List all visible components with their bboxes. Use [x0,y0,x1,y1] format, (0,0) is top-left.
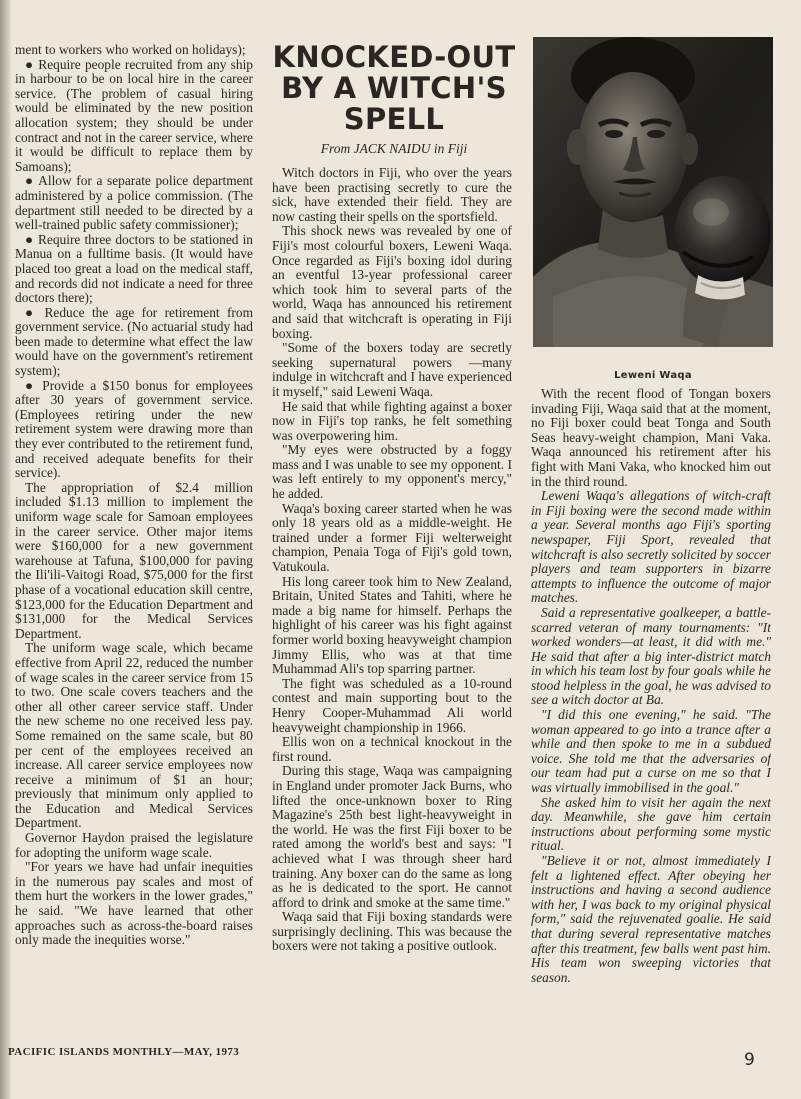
paragraph: "Some of the boxers today are secretly seeking supernatural powers —many indulge in witchcraft and I have experienced it myself," said Leweni Waqa. [272,340,512,399]
column-right-text [531,387,771,1047]
page-number: 9 [744,1050,755,1070]
photo-caption: Leweni Waqa [614,370,692,381]
paragraph: Waqa said that Fiji boxing standards were surprisingly declining. This was because the boxers were not taking a positive outlook. [272,909,512,954]
boxer-photo [533,37,773,347]
paragraph: ment to workers who worked on holidays); [15,43,246,57]
paragraph: "My eyes were obstructed by a foggy mass and I was unable to see my opponent. I was left entirely to my opponent's mercy," he added. [272,442,512,502]
paragraph: Waqa's boxing career started when he was only 18 years old as a middle-weight. He trained under a former Fiji welterweight champion, Penaia Toga of Fiji's gold town, Vatukoula. [272,500,512,575]
bullet-paragraph: ● Require three doctors to be stationed in Manua on a fulltime basis. (It would have placed too great a load on the medical staff, and records did not indicate a need for three doctors there); [15,231,253,306]
paragraph: He said that while fighting against a boxer now in Fiji's top ranks, he felt something was overpowering him. [272,398,512,443]
column-left-text [15,43,253,1063]
paragraph: "I did this one evening," he said. "The woman appeared to go into a trance after a while and then spoke to me in a subdued voice. She told me that the adversaries of our team had put a curse on me so that I was virtually immobilised in the goal." [531,707,771,796]
paragraph: She asked him to visit her again the next day. Meanwhile, she gave him certain instructions about performing some mystic ritual. [531,794,771,854]
bullet-paragraph: ● Provide a $150 bonus for employees after 30 years of government service. (Employees retiring under the new retirement system were drawing more than they ever contributed to the retirement fund, and received adequate benefits for their service). [15,377,253,481]
paragraph: Ellis won on a technical knockout in the first round. [272,734,512,764]
boxer-portrait-image [533,37,773,347]
article-headline: KNOCKED-OUT BY A WITCH'S SPELL [272,40,516,136]
page-spine-shadow [0,0,12,1099]
paragraph: This shock news was revealed by one of Fiji's most colourful boxers, Leweni Waqa. Once regarded as Fiji's boxing idol during an eventful 13-year professional career which took him to several parts of the world, Waqa has announced his retirement and said that witchcraft is operating in Fiji boxing. [272,223,512,341]
paragraph: "For years we have had unfair inequities in the numerous pay scales and most of them hurt the workers in the lower grades," he said. "We have learned that other approaches such as across-the-board raises only made the inequities worse." [15,859,253,948]
paragraph: His long career took him to New Zealand, Britain, United States and Tahiti, where he made a big name for himself. Perhaps the highlight of his career was his fight against former world boxing heavyweight champion Jimmy Ellis, who was at that time Muhammad Ali's top sparring partner. [272,573,512,677]
bullet-paragraph: ● Require people recruited from any ship in harbour to be on local hire in the career service. (The problem of casual hiring would be eliminated by the new position allocation system; they should be under contract and not in the career service, where it would be difficult to replace them by Samoans); [15,56,253,174]
paragraph: With the recent flood of Tongan boxers invading Fiji, Waqa said that at the moment, no Fiji boxer could beat Tonga and South Seas heavy-weight champion, Mani Vaka. Waqa announced his retirement after his fight with Mani Vaka, who knocked him out in the third round. [531,387,771,489]
paragraph: Governor Haydon praised the legislature for adopting the uniform wage scale. [15,830,253,860]
paragraph: "Believe it or not, almost immediately I felt a lightened effect. After obeying her instructions and having a second audience with her, I was back to my original physical form," said the rejuvenated goalie. He said that during several representative matches after this treatment, few balls went past him. His team won sweeping victories that season. [531,853,771,985]
publication-footer: PACIFIC ISLANDS MONTHLY—MAY, 1973 [8,1046,240,1058]
paragraph: The appropriation of $2.4 million included $1.13 million to implement the uniform wage scale for Samoan employees in the career service. Other major items were $160,000 for a new government warehouse at Tafuna, $100,000 for paving the Ili'ili-Vaitogi Road, $75,000 for the first phase of a vocational education skill centre, $123,000 for the Education Department and $131,000 for the Medical Services Department. [15,479,253,641]
paragraph: Said a representative goalkeeper, a battle-scarred veteran of many tournaments: "It worked wonders—at least, it did with me." He said that after a big inter-district match in which his team lost by four goals while he stood helpless in the goal, he was advised to see a witch doctor at Ba. [531,604,771,708]
bullet-paragraph: ● Allow for a separate police department administered by a police commission. (The department still needed to be directed by a well-trained public safety commissioner); [15,173,253,233]
paragraph: The uniform wage scale, which became effective from April 22, reduced the number of wage scales in the career service from 15 to two. One scale covers teachers and the other all other career service staff. Under the new scheme no one received less pay. Some remained on the same scale, but 80 per cent of the employees received an increase. All career service employees now receive a minimum of $1 an hour; previously that minimum only applied to the Education and Medical Services Department. [15,640,253,831]
bullet-paragraph: ● Reduce the age for retirement from government service. (No actuarial study had been made to determine what effect the law would have on the government's retirement system); [15,304,253,379]
paragraph: The fight was scheduled as a 10-round contest and main supporting bout to the Henry Cooper-Muhammad Ali world heavyweight championship in 1966. [272,675,512,735]
paragraph: During this stage, Waqa was campaigning in England under promoter Jack Burns, who lifted the once-unknown boxer to Ring Magazine's 25th best light-heavyweight in the world. He was the first Fiji boxer to be rated among the world's best and says: "I achieved what I was through sheer hard training. Any boxer can do the same as long as he is dedicated to the sport. He cannot afford to drink and smoke at the same time." [272,763,512,910]
column-middle-text [272,166,512,1036]
article-byline: From JACK NAIDU in Fiji [320,141,468,156]
paragraph: Witch doctors in Fiji, who over the years have been practising secretly to cure the sick, have extended their field. They are now casting their spells on the sportsfield. [272,166,512,224]
paragraph: Leweni Waqa's allegations of witch-craft in Fiji boxing were the second made within a year. Several months ago Fiji's sporting newspaper, Fiji Sport, revealed that witchcraft is also secretly solicited by soccer players and team supporters in bizarre attempts to influence the outcome of major matches. [531,488,771,606]
